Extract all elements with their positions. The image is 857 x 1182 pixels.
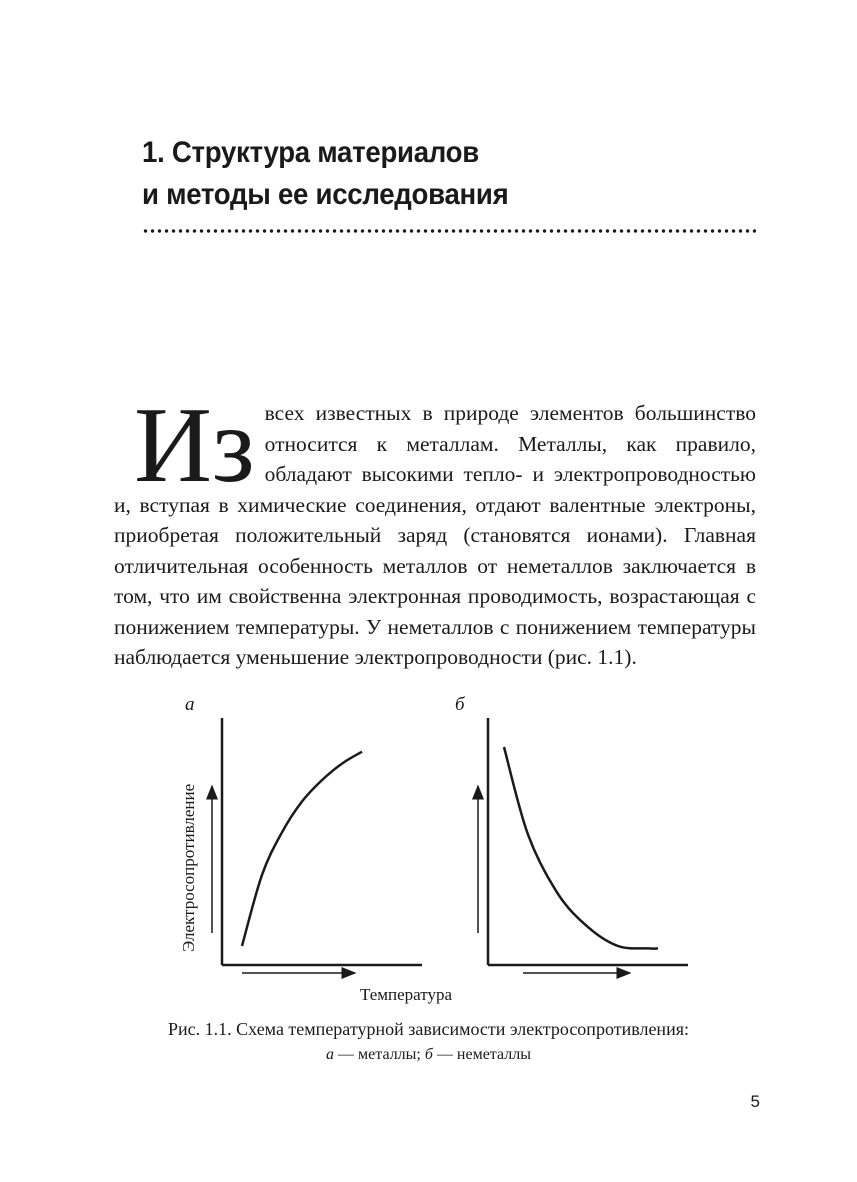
page-number: 5	[750, 1092, 760, 1111]
chapter-title	[142, 132, 731, 216]
figure-1-1	[170, 688, 710, 1008]
chapter-title-line-2: и методы ее исследования	[142, 178, 509, 211]
body-paragraph	[114, 386, 756, 673]
panel-label-a: а	[185, 694, 195, 715]
resistance-chart	[170, 688, 710, 1008]
x-axis-label: Температура	[360, 985, 453, 1004]
drop-cap: Из	[134, 386, 255, 505]
legend-a-letter: а	[326, 1046, 335, 1063]
paragraph-text: всех известных в природе элементов большинство относится к металлам. Металлы, как правило, обладают высокими тепло- и электропроводностью и, вступая в химические соединения, отдают валентные электроны, приобретая положительный заряд (становятся ионами). Главная отличительная особенность металлов от неметаллов заключается в том, что им свойственна электронная проводимость, возрастающая с понижением температуры. У неметаллов с понижением температуры наблюдается уменьшение электропроводности (рис. 1.1).	[114, 401, 756, 669]
legend-b-text: — неметаллы	[432, 1046, 531, 1063]
figure-caption: Рис. 1.1. Схема температурной зависимости электросопротивления:	[168, 1019, 689, 1039]
figure-caption-legend	[100, 1044, 757, 1066]
panel-label-b: б	[455, 694, 465, 715]
y-axis-label: Электросопротивление	[179, 783, 198, 952]
dotted-divider	[142, 228, 756, 234]
curve-nonmetals	[504, 747, 658, 949]
chapter-title-line-1: 1. Структура материалов	[142, 136, 479, 169]
legend-b-letter: б	[424, 1046, 433, 1063]
legend-a-text: — металлы;	[334, 1046, 425, 1063]
curve-metals	[242, 752, 362, 946]
